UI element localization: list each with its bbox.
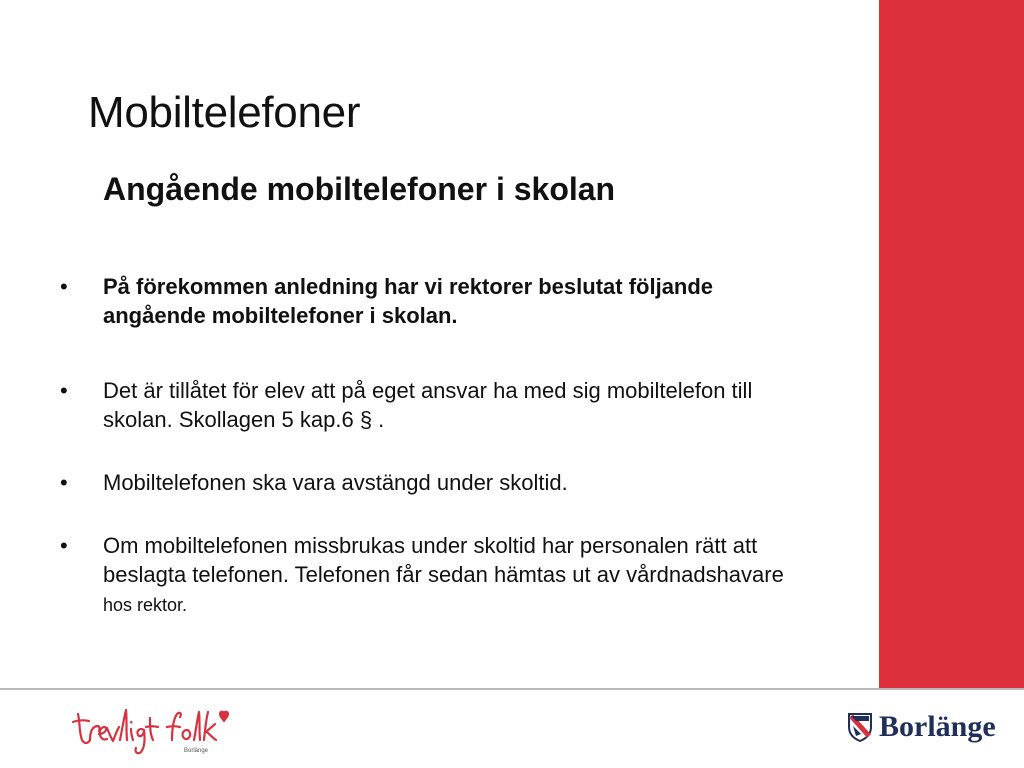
bullet-icon: • (60, 378, 68, 403)
bullet-item (60, 376, 800, 434)
bullet-icon: • (60, 533, 68, 558)
borlange-logo (847, 710, 1007, 746)
borlange-wordmark: Borlänge (879, 710, 996, 743)
bullet-item (60, 531, 800, 620)
svg-text:Borlänge: Borlänge (184, 748, 209, 754)
slide-subtitle: Angående mobiltelefoner i skolan (103, 171, 616, 207)
bullet-icon: • (60, 274, 68, 299)
bullet-text: Det är tillåtet för elev att på eget ansvar ha med sig mobiltelefon till skolan. Skollagen 5 kap.6 § . (103, 378, 753, 432)
bullet-text: Mobiltelefonen ska vara avstängd under skoltid. (103, 470, 568, 495)
bullet-item (60, 272, 800, 330)
bullet-item (60, 468, 800, 497)
coat-of-arms-icon (847, 712, 873, 742)
bullet-icon: • (60, 470, 68, 495)
bullet-text: Om mobiltelefonen missbrukas under skoltid har personalen rätt att beslagta telefonen. Telefonen får sedan hämtas ut av vårdnadshavare (103, 533, 784, 587)
red-side-band (879, 0, 1024, 688)
slide-title: Mobiltelefoner (88, 88, 361, 137)
bullet-text: På förekommen anledning har vi rektorer beslutat följande angående mobiltelefoner i skolan. (103, 274, 714, 328)
trevligt-folk-logo (70, 700, 240, 760)
bullet-list (60, 272, 800, 620)
bullet-text-small: hos rektor. (103, 595, 188, 615)
